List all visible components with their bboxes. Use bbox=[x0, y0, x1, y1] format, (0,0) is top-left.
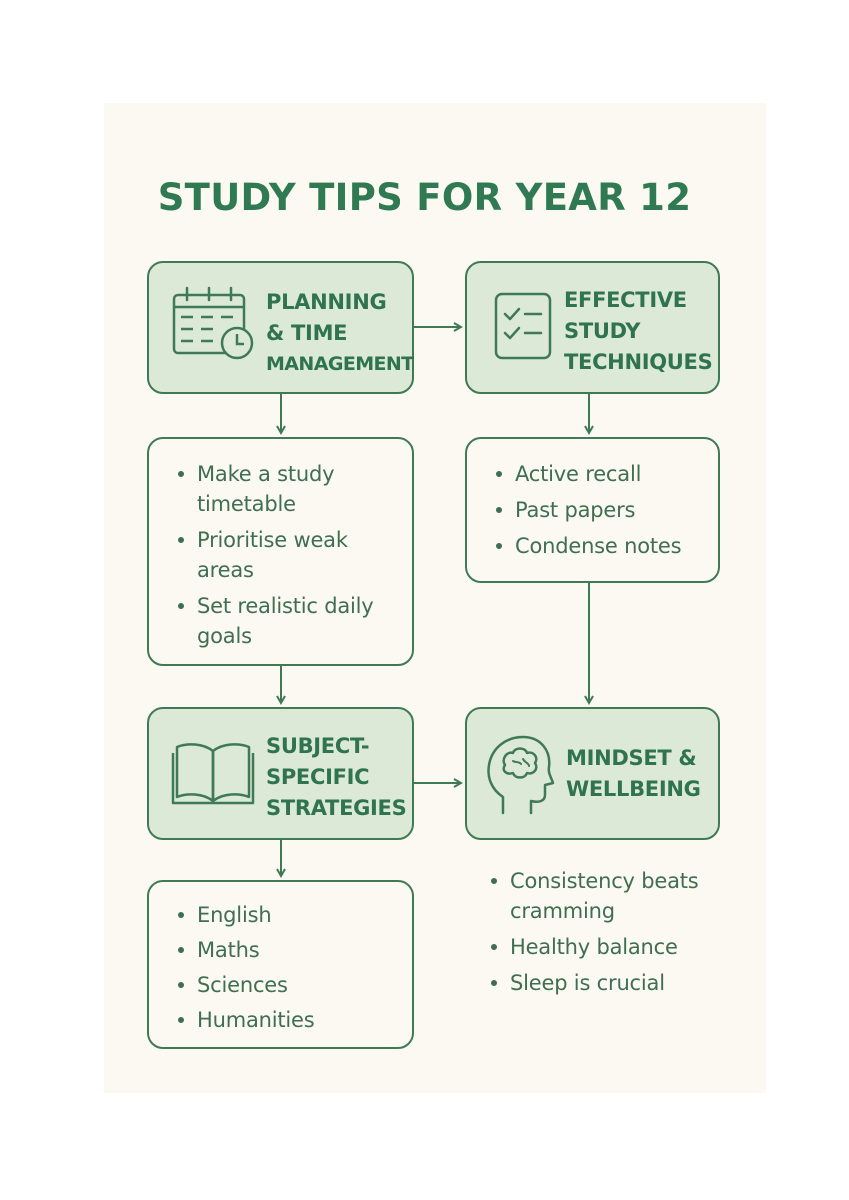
mindset-list bbox=[488, 866, 738, 998]
planning-list bbox=[175, 459, 395, 651]
list-item: Set realistic daily goals bbox=[175, 591, 395, 651]
list-item: Healthy balance bbox=[488, 932, 738, 962]
page-title: STUDY TIPS FOR YEAR 12 bbox=[157, 176, 692, 219]
planning-title-line: MANAGEMENT bbox=[266, 353, 414, 375]
list-item: Condense notes bbox=[493, 531, 713, 561]
list-item: English bbox=[175, 900, 395, 930]
list-item: Past papers bbox=[493, 495, 713, 525]
techniques-list-box bbox=[465, 437, 720, 583]
mindset-title-line: WELLBEING bbox=[566, 777, 701, 801]
techniques-title-line: TECHNIQUES bbox=[564, 350, 713, 374]
subjects-title bbox=[266, 731, 406, 824]
planning-box bbox=[147, 261, 414, 394]
list-item: Sleep is crucial bbox=[488, 968, 738, 998]
list-item: Maths bbox=[175, 935, 395, 965]
list-item: Consistency beats cramming bbox=[488, 866, 738, 926]
planning-title bbox=[266, 287, 414, 380]
open-book-icon bbox=[171, 739, 255, 805]
techniques-list bbox=[493, 459, 713, 561]
mindset-title-line: MINDSET & bbox=[566, 746, 697, 770]
subjects-list-box bbox=[147, 880, 414, 1049]
subjects-box bbox=[147, 707, 414, 840]
subjects-title-line: STRATEGIES bbox=[266, 796, 407, 820]
list-item: Active recall bbox=[493, 459, 713, 489]
calendar-clock-icon bbox=[171, 285, 257, 361]
techniques-box bbox=[465, 261, 720, 394]
list-item: Make a study timetable bbox=[175, 459, 395, 519]
subjects-title-line: SUBJECT- bbox=[266, 734, 370, 758]
planning-list-box bbox=[147, 437, 414, 666]
list-item: Prioritise weak areas bbox=[175, 525, 395, 585]
checklist-icon bbox=[493, 291, 553, 361]
subjects-title-line: SPECIFIC bbox=[266, 765, 370, 789]
techniques-title-line: STUDY bbox=[564, 319, 641, 343]
list-item: Humanities bbox=[175, 1005, 395, 1035]
list-item: Sciences bbox=[175, 970, 395, 1000]
subjects-list bbox=[175, 900, 395, 1035]
head-brain-icon bbox=[483, 733, 555, 817]
planning-title-line: & TIME bbox=[266, 321, 348, 345]
mindset-title bbox=[566, 743, 701, 805]
planning-title-line: PLANNING bbox=[266, 290, 387, 314]
techniques-title-line: EFFECTIVE bbox=[564, 288, 687, 312]
techniques-title bbox=[564, 285, 712, 378]
mindset-box bbox=[465, 707, 720, 840]
